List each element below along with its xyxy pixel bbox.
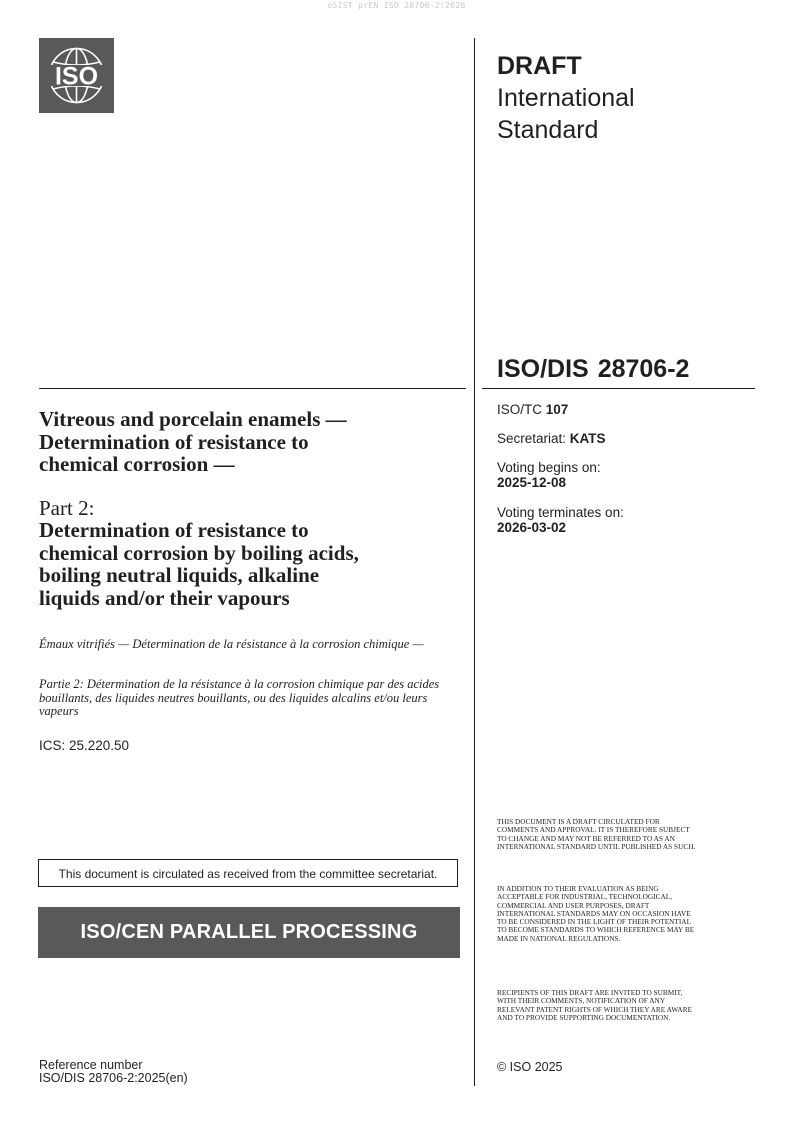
part-title [39,519,464,609]
part-title-line-1: Determination of resistance to [39,518,309,542]
right-rule [482,388,755,389]
committee [497,402,568,417]
voting-terminates [497,505,624,535]
secretariat-value: KATS [569,431,606,446]
committee-value: 107 [545,402,569,417]
voting-begins-date: 2025-12-08 [497,475,567,490]
iso-logo-icon [39,38,114,113]
french-part-title: Partie 2: Détermination de la résistance à la corrosion chimique par des acides bouillants, des liquides neutres bouillants, ou des liquides alcalins et/ou leurs vapeurs [39,677,440,718]
disclaimer-paragraph-2: IN ADDITION TO THEIR EVALUATION AS BEING ACCEPTABLE FOR INDUSTRIAL, TECHNOLOGICAL, COMMERCIAL AND USER PURPOSES, DRAFT INTERNATIONAL STANDARDS MAY ON OCCASION HAVE TO BE CONSIDERED IN THE LIGHT OF THEIR POTENTIAL TO BECOME STANDARDS TO WHICH REFERENCE MAY BE MADE IN NATIONAL REGULATIONS. [497,884,695,943]
voting-begins [497,460,601,490]
voting-terminates-label: Voting terminates on: [497,505,624,520]
committee-label: ISO/TC [497,402,543,417]
voting-terminates-date: 2026-03-02 [497,520,567,535]
disclaimer-paragraph-1: THIS DOCUMENT IS A DRAFT CIRCULATED FOR COMMENTS AND APPROVAL. IT IS THEREFORE SUBJECT TO CHANGE AND MAY NOT BE REFERRED TO AS AN INTERNATIONAL STANDARD UNTIL PUBLISHED AS SUCH. [497,817,696,851]
french-title: Émaux vitrifiés — Détermination de la résistance à la corrosion chimique — [39,637,424,651]
document-number-prefix: ISO/DIS [497,355,589,383]
ics-code: ICS: 25.220.50 [39,738,130,753]
title-line-1: Vitreous and porcelain enamels — [39,407,347,431]
title-line-3: chemical corrosion — [39,452,235,476]
document-type [497,82,635,146]
document-number [497,353,689,385]
draft-label: DRAFT [497,52,582,80]
title-line-2: Determination of resistance to [39,429,309,454]
disclaimer-paragraph-3: RECIPIENTS OF THIS DRAFT ARE INVITED TO SUBMIT, WITH THEIR COMMENTS, NOTIFICATION OF ANY RELEVANT PATENT RIGHTS OF WHICH THEY ARE AWARE AND TO PROVIDE SUPPORTING DOCUMENTATION. [497,988,693,1022]
part-title-line-3: boiling neutral liquids, alkaline [39,563,320,587]
circulation-notice: This document is circulated as received from the committee secretariat. [38,859,458,887]
part-label: Part 2: [39,496,95,520]
document-number-value: 28706-2 [597,355,690,383]
left-rule [39,388,466,389]
voting-begins-label: Voting begins on: [497,460,601,475]
secretariat [497,431,606,446]
part-title-line-2: chemical corrosion by boiling acids, [39,540,359,565]
secretariat-label: Secretariat: [497,431,567,446]
document-type-line2: Standard [497,116,599,144]
reference-value: ISO/DIS 28706-2:2025(en) [39,1071,188,1085]
parallel-processing-banner: ISO/CEN PARALLEL PROCESSING [38,907,460,958]
copyright: © ISO 2025 [497,1060,563,1074]
part-title-line-4: liquids and/or their vapours [39,585,290,610]
document-title [39,408,464,476]
document-type-line1: International [497,84,635,112]
iso-logo-text: ISO [54,62,99,91]
reference-label: Reference number [39,1058,143,1072]
reference-number [39,1059,188,1085]
column-divider [474,38,475,1086]
watermark: oSIST prEN ISO 28706-2:2026 [327,1,466,10]
